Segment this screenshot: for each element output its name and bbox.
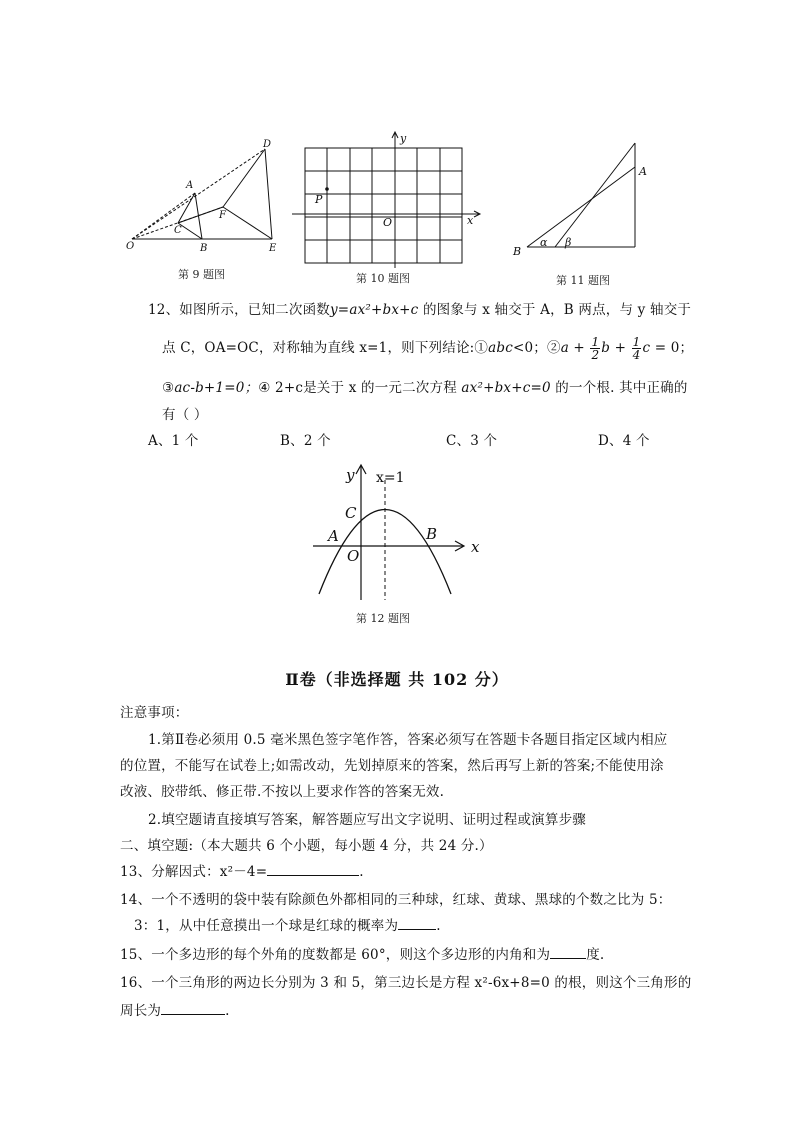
- figure-12-caption: 第 12 题图: [356, 612, 410, 625]
- label-y: y: [400, 132, 407, 145]
- figure-11-caption: 第 11 题图: [556, 274, 610, 287]
- choice-1: ①abc<0；: [474, 340, 547, 356]
- q15-answer-blank[interactable]: [550, 945, 586, 959]
- figure-9: [120, 135, 290, 260]
- figure-10-caption: 第 10 题图: [356, 272, 410, 285]
- notice-label: 注意事项：: [120, 705, 189, 721]
- label-beta: β: [565, 236, 572, 249]
- label-A: A: [186, 180, 194, 191]
- q14-line-2: 3：1，从中任意摸出一个球是红球的概率为 .: [134, 918, 441, 934]
- ray-beta: [555, 143, 635, 247]
- seg-AC: [178, 193, 195, 223]
- note-2: 2.填空题请直接填写答案，解答题应写出文字说明、证明过程或演算步骤: [148, 812, 586, 828]
- grid-border: [305, 148, 462, 263]
- seg-OA: [132, 193, 195, 239]
- label-O: O: [383, 216, 393, 229]
- note-1-line-3: 改液、胶带纸、修正带.不按以上要求作答的答案无效.: [120, 784, 445, 800]
- figure-12: [305, 460, 490, 605]
- seg-DE: [265, 149, 272, 239]
- label-alpha: α: [540, 236, 548, 249]
- note-1-line-1: 1.第Ⅱ卷必须用 0.5 毫米黑色签字笔作答，答案必须写在答题卡各题目指定区域内相应: [148, 732, 668, 748]
- seg-FE: [223, 207, 272, 239]
- choice-2: ②a + $\frac{1}{2}$ b + $\frac{1}{4}$ c = 0；: [546, 335, 694, 362]
- note-1-line-2: 的位置，不能写在试卷上;如需改动，先划掉原来的答案，然后再写上新的答案;不能使用涂: [120, 758, 664, 774]
- q12-line-1: 12、如图所示，已知二次函数y=ax²+bx+c 的图象与 x 轴交于 A，B 两点，与 y 轴交于: [148, 302, 692, 318]
- section-2-title: Ⅱ卷（非选择题 共 102 分）: [285, 670, 509, 689]
- seg-OD: [132, 149, 265, 239]
- q12-option-b[interactable]: B、2 个: [280, 433, 331, 449]
- label-C: C: [174, 225, 182, 236]
- point-P: [325, 187, 329, 191]
- figure-11: [505, 135, 670, 265]
- seg-CF: [178, 207, 223, 223]
- q13: 13、分解因式：x²－4= .: [120, 864, 364, 880]
- figure-10: [290, 128, 490, 268]
- label-A: A: [639, 165, 647, 178]
- label-B: B: [426, 525, 438, 543]
- label-F: F: [219, 210, 226, 221]
- fraction-quarter: $\frac{1}{4}$: [632, 335, 641, 362]
- label-B: B: [513, 245, 522, 258]
- seg-DF: [223, 149, 265, 207]
- ray-alpha: [527, 167, 635, 247]
- label-O: O: [126, 241, 135, 252]
- label-B: B: [200, 243, 208, 254]
- label-E: E: [269, 243, 277, 254]
- q15: 15、一个多边形的每个外角的度数都是 60°，则这个多边形的内角和为 度.: [120, 947, 605, 963]
- label-A: A: [328, 527, 339, 545]
- label-axis: x=1: [376, 470, 405, 486]
- figure-9-caption: 第 9 题图: [178, 268, 225, 281]
- q12-line-4: 有（ ）: [162, 407, 208, 423]
- q12-option-a[interactable]: A、1 个: [148, 433, 199, 449]
- q14-line-1: 14、一个不透明的袋中装有除颜色外都相同的三种球，红球、黄球、黑球的个数之比为 5：: [120, 892, 672, 908]
- part-2-heading: 二、填空题:（本大题共 6 个小题，每小题 4 分，共 24 分.）: [120, 838, 493, 854]
- label-P: P: [315, 193, 323, 206]
- label-C: C: [345, 504, 357, 522]
- label-D: D: [263, 139, 272, 150]
- q13-answer-blank[interactable]: [267, 862, 359, 876]
- q14-answer-blank[interactable]: [398, 916, 436, 930]
- fraction-half: $\frac{1}{2}$: [591, 335, 600, 362]
- label-y: y: [346, 466, 355, 484]
- q12-option-c[interactable]: C、3 个: [446, 433, 498, 449]
- label-x: x: [467, 214, 474, 227]
- label-x: x: [471, 538, 480, 556]
- q16-line-2: 周长为 .: [120, 1003, 230, 1019]
- q16-answer-blank[interactable]: [161, 1001, 225, 1015]
- q12-line-3: ③ac-b+1=0；④ 2+c是关于 x 的一元二次方程 ax²+bx+c=0 的一个根. 其中正确的: [162, 380, 688, 396]
- q12-line-2: 点 C，OA=OC，对称轴为直线 x=1，则下列结论:①abc<0；②a + $\frac{1}{2}$ b + $\frac{1}{4}$ c = 0；: [162, 335, 694, 362]
- q16-line-1: 16、一个三角形的两边长分别为 3 和 5，第三边长是方程 x²-6x+8=0 的根，则这个三角形的: [120, 975, 692, 991]
- q12-option-d[interactable]: D、4 个: [598, 433, 650, 449]
- label-O: O: [347, 547, 360, 565]
